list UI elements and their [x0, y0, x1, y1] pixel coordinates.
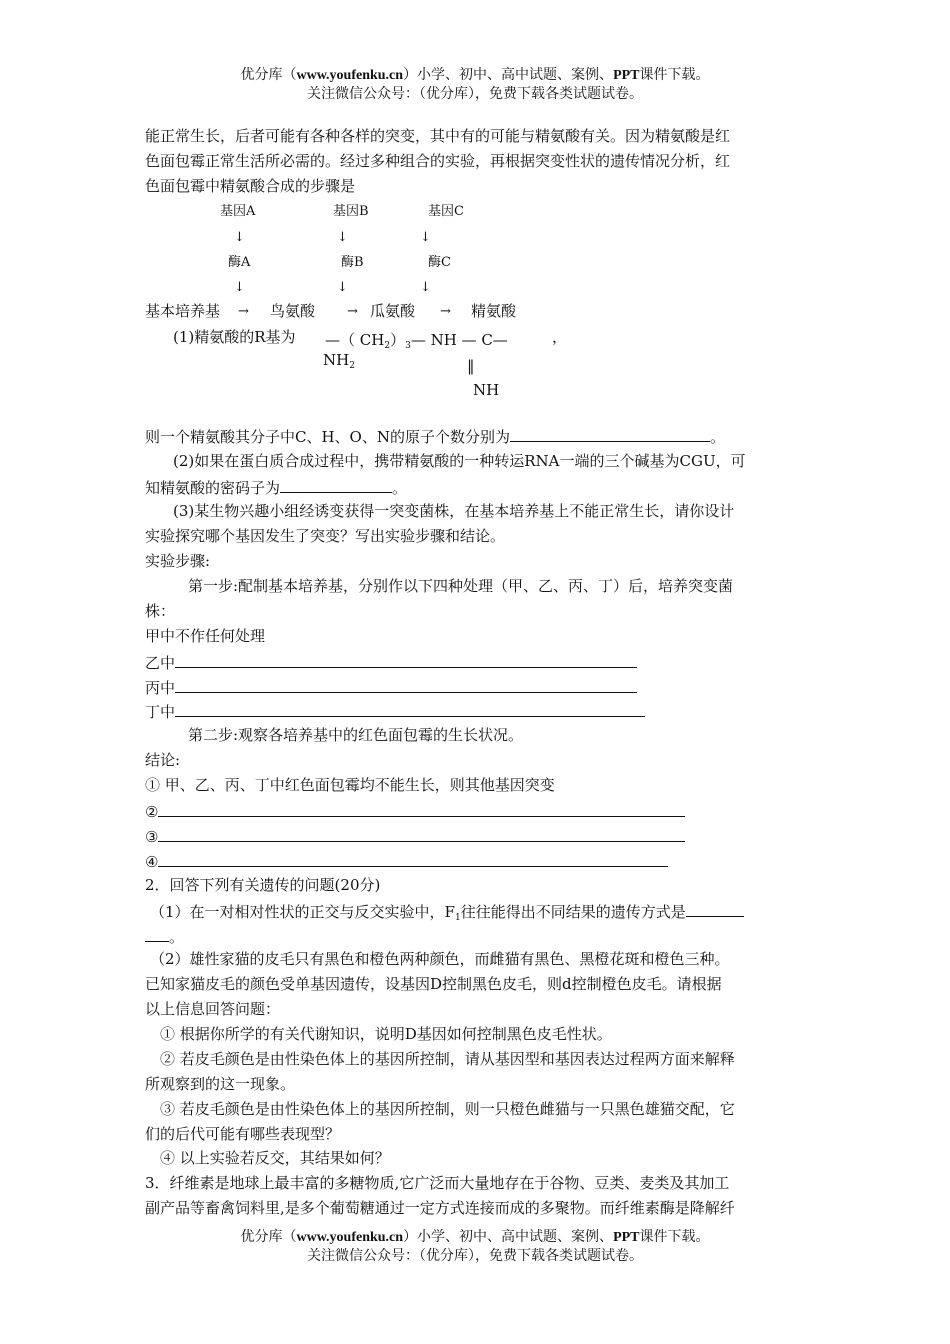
q1-end: 。: [709, 428, 725, 446]
arrow-right-icon: →: [238, 304, 249, 319]
answer-blank[interactable]: [145, 925, 169, 942]
header-text: 优分库（: [240, 67, 297, 83]
s2-p1: [150, 900, 744, 928]
q1-question: [145, 425, 725, 447]
conclusion-2: [145, 800, 685, 822]
step2-line: 第二步:观察各培养基中的红色面包霉的生长状况。: [188, 726, 524, 744]
treatment-yi: [145, 651, 637, 673]
formula-part: — NH — C—: [410, 331, 508, 349]
formula-part: —（ CH: [325, 331, 385, 349]
q2-text: 知精氨酸的密码子为: [145, 479, 281, 497]
answer-blank[interactable]: [158, 825, 685, 842]
nh2-subscript: 2: [349, 361, 355, 371]
footer-ppt: PPT: [613, 1230, 640, 1245]
formula-subscript: 2: [384, 341, 391, 351]
arrow-right-icon: →: [347, 304, 358, 319]
footer-text: 课件下载。: [639, 1229, 710, 1245]
arrow-down-icon: ↓: [420, 230, 431, 245]
s2-p1-text: 往往能得出不同结果的遗传方式是: [460, 903, 686, 921]
q3-line-2: 实验探究哪个基因发生了突变？写出实验步骤和结论。: [145, 527, 506, 545]
q2-end: 。: [392, 479, 408, 497]
header-site: www.youfenku.cn: [296, 68, 404, 83]
answer-blank[interactable]: [280, 476, 392, 493]
arrow-down-icon: ↓: [234, 230, 245, 245]
q1-prefix: (1)精氨酸的R基为: [173, 328, 296, 346]
step1-line-2: 株：: [145, 602, 176, 620]
arrow-down-icon: ↓: [234, 280, 245, 295]
conclusion-number: ②: [145, 803, 159, 821]
s2-p1-end: 。: [169, 928, 185, 946]
answer-blank[interactable]: [510, 425, 710, 442]
s2-p1-text: （1）在一对相对性状的正交与反交实验中，F: [150, 903, 455, 921]
conclusion-number: ③: [145, 828, 159, 846]
answer-blank[interactable]: [158, 800, 685, 817]
step1-line-1: 第一步:配制基本培养基，分别作以下四种处理（甲、乙、丙、丁）后，培养突变菌: [188, 577, 734, 595]
header-text: ）小学、初中、高中试题、案例、: [403, 67, 614, 83]
section2-title: 2．回答下列有关遗传的问题(20分): [145, 876, 381, 894]
answer-blank[interactable]: [158, 850, 668, 867]
s2-item-4: ④ 以上实验若反交，其结果如何？: [160, 1149, 390, 1167]
formula-subscript: 3: [405, 341, 411, 351]
header-text: 课件下载。: [639, 67, 710, 83]
header-line-1: [0, 66, 950, 85]
header-ppt: PPT: [613, 68, 640, 83]
conclusion-4: [145, 850, 668, 872]
footer-text: 优分库（: [240, 1229, 297, 1245]
intro-line-3: 色面包霉中精氨酸合成的步骤是: [145, 177, 356, 195]
gene-a-label: 基因A: [220, 204, 256, 219]
steps-label: 实验步骤:: [145, 552, 211, 570]
conclusion-3: [145, 825, 685, 847]
f1-subscript: 1: [454, 913, 461, 923]
s2-item-2-line-2: 所观察到的这一现象。: [145, 1075, 296, 1093]
answer-blank[interactable]: [175, 700, 645, 717]
conclusion-label: 结论:: [145, 751, 181, 769]
double-bond: ‖: [467, 357, 475, 375]
s2-item-3-line-1: ③ 若皮毛颜色是由性染色体上的基因所控制，则一只橙色雌猫与一只黑色雄猫交配，它: [160, 1100, 735, 1118]
q1-question-text: 则一个精氨酸其分子中C、H、O、N的原子个数分别为: [145, 428, 510, 446]
intro-line-2: 色面包霉正常生活所必需的。经过多种组合的实验，再根据突变性状的遗传情况分析，红: [145, 152, 731, 170]
enzyme-a-label: 酶A: [228, 255, 251, 270]
formula-part: ）: [390, 331, 406, 349]
treatment-label: 丙中: [145, 679, 176, 697]
arrow-right-icon: →: [440, 304, 451, 319]
conclusion-number: ④: [145, 853, 159, 871]
s2-p1-cont: [145, 925, 184, 947]
footer-line-2: 关注微信公众号：（优分库），免费下载各类试题试卷。: [307, 1248, 643, 1264]
substrate-ornithine: 鸟氨酸: [270, 302, 316, 320]
s2-item-3-line-2: 们的后代可能有哪些表现型？: [145, 1125, 341, 1143]
arrow-down-icon: ↓: [337, 230, 348, 245]
section3-line-1: 3．纤维素是地球上最丰富的多糖物质,它广泛而大量地存在于谷物、豆类、麦类及其加工: [145, 1174, 730, 1192]
answer-blank[interactable]: [686, 900, 744, 917]
substrate-basic-medium: 基本培养基: [145, 302, 221, 320]
footer-text: ）小学、初中、高中试题、案例、: [403, 1229, 614, 1245]
answer-blank[interactable]: [175, 651, 637, 668]
footer-line-1: [0, 1228, 950, 1247]
treatment-label: 乙中: [145, 654, 176, 672]
s2-p2-line-2: 已知家猫皮毛的颜色受单基因遗传，设基因D控制黑色皮毛，则d控制橙色皮毛。请根据: [145, 975, 722, 993]
header-line-2: 关注微信公众号：（优分库），免费下载各类试题试卷。: [307, 86, 643, 102]
treatment-ding: [145, 700, 645, 722]
intro-line-1: 能正常生长，后者可能有各种各样的突变，其中有的可能与精氨酸有关。因为精氨酸是红: [145, 127, 731, 145]
gene-b-label: 基因B: [333, 204, 369, 219]
s2-item-1: ① 根据你所学的有关代谢知识，说明D基因如何控制黑色皮毛性状。: [160, 1025, 612, 1043]
section3-line-2: 副产品等畜禽饲料里,是多个葡萄糖通过一定方式连接而成的多聚物。而纤维素酶是降解纤: [145, 1199, 735, 1217]
q3-line-1: (3)某生物兴趣小组经诱变获得一突变菌株，在基本培养基上不能正常生长，请你设计: [173, 502, 735, 520]
formula-comma: ，: [552, 328, 568, 346]
conclusion-1: ① 甲、乙、丙、丁中红色面包霉均不能生长，则其他基因突变: [145, 776, 555, 794]
substrate-citrulline: 瓜氨酸: [370, 302, 416, 320]
gene-c-label: 基因C: [428, 204, 464, 219]
treatment-jia: 甲中不作任何处理: [145, 627, 266, 645]
s2-p2-line-3: 以上信息回答问题：: [145, 1000, 281, 1018]
substrate-arginine: 精氨酸: [471, 302, 517, 320]
arrow-down-icon: ↓: [337, 280, 348, 295]
treatment-bing: [145, 676, 637, 698]
nh-group: NH: [473, 381, 500, 399]
footer-site: www.youfenku.cn: [296, 1230, 404, 1245]
enzyme-b-label: 酶B: [341, 255, 364, 270]
nh2-text: NH: [323, 351, 350, 369]
nh2-group: [323, 350, 355, 376]
enzyme-c-label: 酶C: [428, 255, 451, 270]
answer-blank[interactable]: [175, 676, 637, 693]
treatment-label: 丁中: [145, 703, 176, 721]
q2-line-1: (2)如果在蛋白质合成过程中，携带精氨酸的一种转运RNA一端的三个碱基为CGU，可: [173, 452, 746, 470]
arrow-down-icon: ↓: [420, 280, 431, 295]
s2-item-2-line-1: ② 若皮毛颜色是由性染色体上的基因所控制，请从基因型和基因表达过程两方面来解释: [160, 1050, 735, 1068]
s2-p2-line-1: （2）雄性家猫的皮毛只有黑色和橙色两种颜色，而雌猫有黑色、黑橙花斑和橙色三种。: [150, 950, 730, 968]
q2-line-2: [145, 476, 407, 498]
